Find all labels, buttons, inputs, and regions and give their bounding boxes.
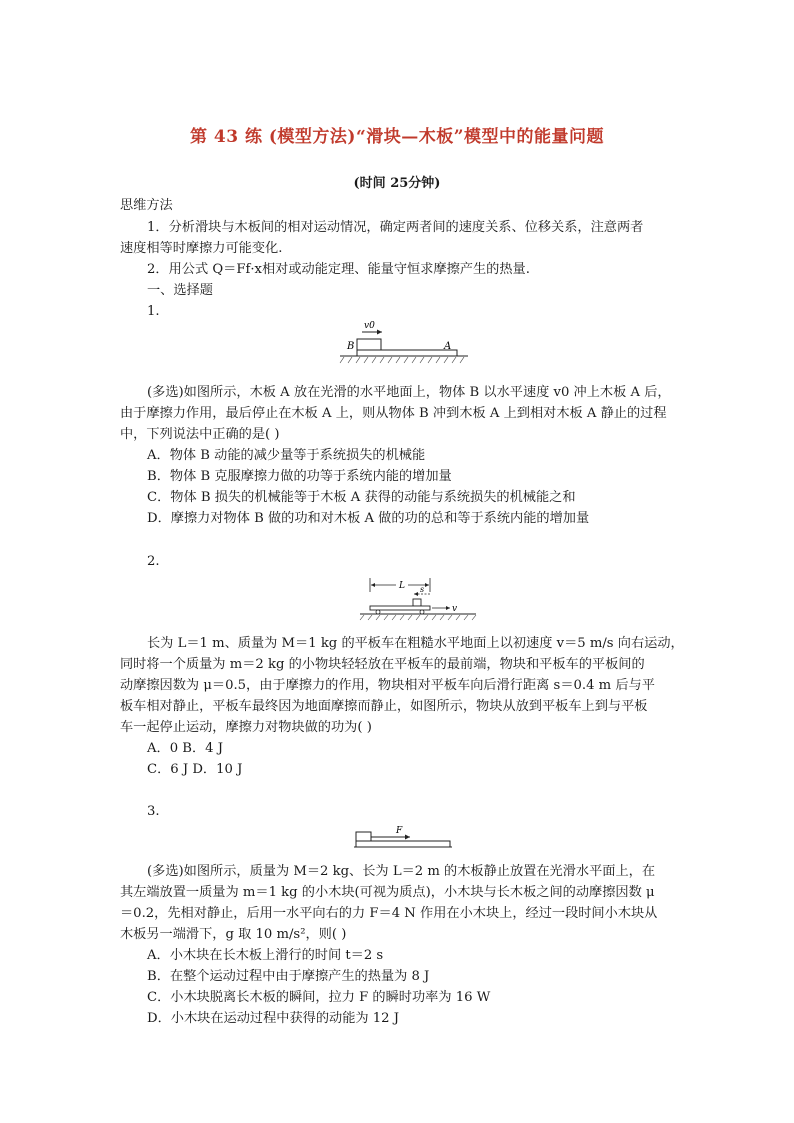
- q3-block: [356, 832, 371, 841]
- method-line-2: 速度相等时摩擦力可能变化.: [120, 241, 283, 256]
- q1-board-a: [357, 350, 457, 356]
- q2-ground-hatch: [360, 615, 476, 620]
- q1-ground-hatch: [340, 357, 464, 363]
- q1-b-label: B: [347, 341, 355, 352]
- method-line-1: 1．分析滑块与木板间的相对运动情况，确定两者间的速度关系、位移关系，注意两者: [147, 220, 644, 235]
- q2-stem-3: 动摩擦因数为 μ＝0.5，由于摩擦力的作用，物块相对平板车向后滑行距离 s＝0.4 m 后与平: [120, 678, 655, 693]
- q2-stem-1: 长为 L＝1 m、质量为 M＝1 kg 的平板车在粗糙水平地面上以初速度 v＝5 m/s 向右运动，: [147, 636, 684, 651]
- method-line-3: 2．用公式 Q＝Ff·x相对或动能定理、能量守恒求摩擦产生的热量.: [147, 262, 530, 277]
- q3-stem-4: 木板另一端滑下，g 取 10 m/s²，则( ): [120, 927, 347, 942]
- q1-option-d: D．摩擦力对物体 B 做的功和对木板 A 做的功的总和等于系统内能的增加量: [147, 511, 590, 526]
- q3-f-label: F: [396, 826, 403, 836]
- q3-number: 3.: [147, 804, 160, 819]
- q1-stem-3: 中，下列说法中正确的是( ): [120, 427, 280, 442]
- q3-stem-3: ＝0.2，先相对静止，后用一水平向右的力 F＝4 N 作用在小木块上，经过一段时间小木块从: [120, 906, 658, 921]
- q2-number: 2.: [147, 554, 160, 569]
- method-heading: 思维方法: [120, 198, 173, 213]
- q2-stem-5: 车一起停止运动，摩擦力对物块做的功为( ): [120, 720, 372, 735]
- q3-stem-1: (多选)如图所示，质量为 M＝2 kg、长为 L＝2 m 的木板静止放置在光滑水平面上，在: [147, 864, 656, 879]
- time-limit: (时间 25分钟): [353, 176, 441, 191]
- q2-stem-2: 同时将一个质量为 m＝2 kg 的小物块轻轻放在平板车的最前端，物块和平板车的平板间的: [120, 657, 645, 672]
- q3-option-c: C．小木块脱离长木板的瞬间，拉力 F 的瞬时功率为 16 W: [147, 990, 491, 1005]
- q2-stem-4: 板车相对静止，平板车最终因为地面摩擦而静止，如图所示，物块从放到平板车上到与平板: [120, 699, 648, 714]
- q1-option-b: B．物体 B 克服摩擦力做的功等于系统内能的增加量: [147, 469, 452, 484]
- q2-options-row-2: C．6 J D．10 J: [147, 762, 243, 777]
- q1-figure: [340, 318, 470, 370]
- q3-board: [356, 841, 450, 847]
- q3-option-d: D．小木块在运动过程中获得的动能为 12 J: [147, 1011, 400, 1026]
- page-title: 第 43 练 (模型方法)“滑块—木板”模型中的能量问题: [189, 127, 605, 147]
- q2-block: [413, 599, 421, 606]
- q2-l-label: L: [399, 581, 405, 591]
- q2-wheel-right: [420, 610, 424, 614]
- section-heading: 一、选择题: [147, 283, 213, 298]
- q2-options-row-1: A．0 B．4 J: [147, 741, 224, 756]
- q2-v-label: v: [452, 604, 458, 614]
- q1-stem-2: 由于摩擦力作用，最后停止在木板 A 上，则从物体 B 冲到木板 A 上到相对木板 A 静止的过程: [120, 406, 667, 421]
- q2-figure: [358, 574, 478, 622]
- q1-v0-label: v0: [364, 321, 375, 331]
- q3-stem-2: 其左端放置一质量为 m＝1 kg 的小木块(可视为质点)，小木块与长木板之间的动摩擦因数 μ: [120, 885, 655, 900]
- q3-option-b: B．在整个运动过程中由于摩擦产生的热量为 8 J: [147, 969, 430, 984]
- q3-option-a: A．小木块在长木板上滑行的时间 t＝2 s: [147, 948, 384, 963]
- q1-number: 1.: [147, 304, 160, 319]
- q1-stem-1: (多选)如图所示，木板 A 放在光滑的水平地面上，物体 B 以水平速度 v0 冲上木板 A 后，: [147, 385, 671, 400]
- q1-block-b: [357, 339, 381, 350]
- q1-arrow-head: [377, 330, 382, 335]
- q2-cart: [370, 606, 430, 610]
- q1-option-c: C．物体 B 损失的机械能等于木板 A 获得的动能与系统损失的机械能之和: [147, 490, 576, 505]
- q2-wheel-left: [376, 610, 380, 614]
- q1-a-label: A: [444, 341, 452, 352]
- q2-s-label: s: [420, 585, 425, 594]
- q3-arrow-head: [405, 835, 410, 840]
- q3-figure: [354, 822, 454, 858]
- q1-option-a: A．物体 B 动能的减少量等于系统损失的机械能: [147, 448, 426, 463]
